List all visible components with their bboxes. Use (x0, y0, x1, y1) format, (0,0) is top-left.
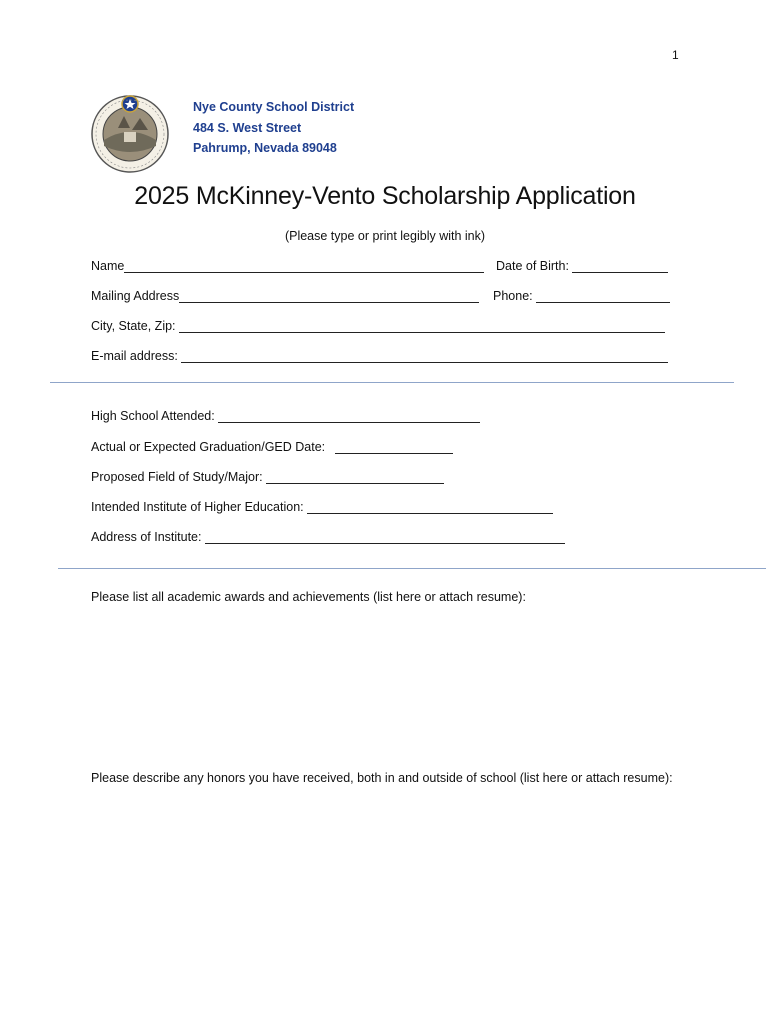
high-school-field[interactable] (91, 407, 480, 425)
district-city: Pahrump, Nevada 89048 (193, 141, 337, 155)
institute-field[interactable] (91, 498, 553, 516)
page-number: 1 (672, 48, 679, 62)
graduation-date-blank[interactable] (335, 440, 453, 454)
high-school-blank[interactable] (218, 409, 480, 423)
mailing-address-blank[interactable] (179, 289, 479, 303)
graduation-date-label: Actual or Expected Graduation/GED Date: (91, 440, 326, 454)
phone-label: Phone: (493, 289, 533, 303)
section-divider (50, 382, 734, 383)
institute-label: Intended Institute of Higher Education: (91, 500, 304, 514)
district-name: Nye County School District (193, 100, 355, 114)
phone-field[interactable] (493, 287, 670, 305)
instruction-text: (Please type or print legibly with ink) (284, 229, 486, 243)
institute-address-field[interactable] (91, 528, 565, 546)
email-field[interactable] (91, 347, 668, 365)
institute-blank[interactable] (307, 500, 553, 514)
dob-label: Date of Birth: (496, 259, 569, 273)
mailing-address-field[interactable] (91, 287, 479, 305)
field-of-study-label: Proposed Field of Study/Major: (91, 470, 263, 484)
section-divider (58, 568, 766, 569)
awards-prompt: Please list all academic awards and achievements (list here or attach resume): (91, 590, 526, 604)
name-blank[interactable] (124, 259, 484, 273)
city-state-zip-label: City, State, Zip: (91, 319, 176, 333)
awards-response-area[interactable] (91, 610, 691, 760)
field-of-study-blank[interactable] (266, 470, 444, 484)
school-district-seal-icon (90, 94, 170, 174)
high-school-label: High School Attended: (91, 409, 215, 423)
institute-address-label: Address of Institute: (91, 530, 202, 544)
city-state-zip-field[interactable] (91, 317, 665, 335)
city-state-zip-blank[interactable] (179, 319, 665, 333)
field-of-study-field[interactable] (91, 468, 444, 486)
mailing-address-label: Mailing Address (91, 289, 180, 303)
email-blank[interactable] (181, 349, 668, 363)
phone-blank[interactable] (536, 289, 670, 303)
name-field[interactable] (91, 257, 484, 275)
honors-prompt: Please describe any honors you have received, both in and outside of school (list here or attach resume): (91, 771, 673, 785)
district-street: 484 S. West Street (193, 120, 302, 135)
name-label: Name (91, 259, 125, 273)
institute-address-blank[interactable] (205, 530, 565, 544)
page-title: 2025 McKinney-Vento Scholarship Application (134, 182, 636, 210)
dob-blank[interactable] (572, 259, 668, 273)
graduation-date-field[interactable] (91, 438, 453, 456)
dob-field[interactable] (496, 257, 668, 275)
email-label: E-mail address: (91, 349, 178, 363)
district-address-block (193, 97, 354, 159)
honors-response-area[interactable] (91, 812, 691, 992)
